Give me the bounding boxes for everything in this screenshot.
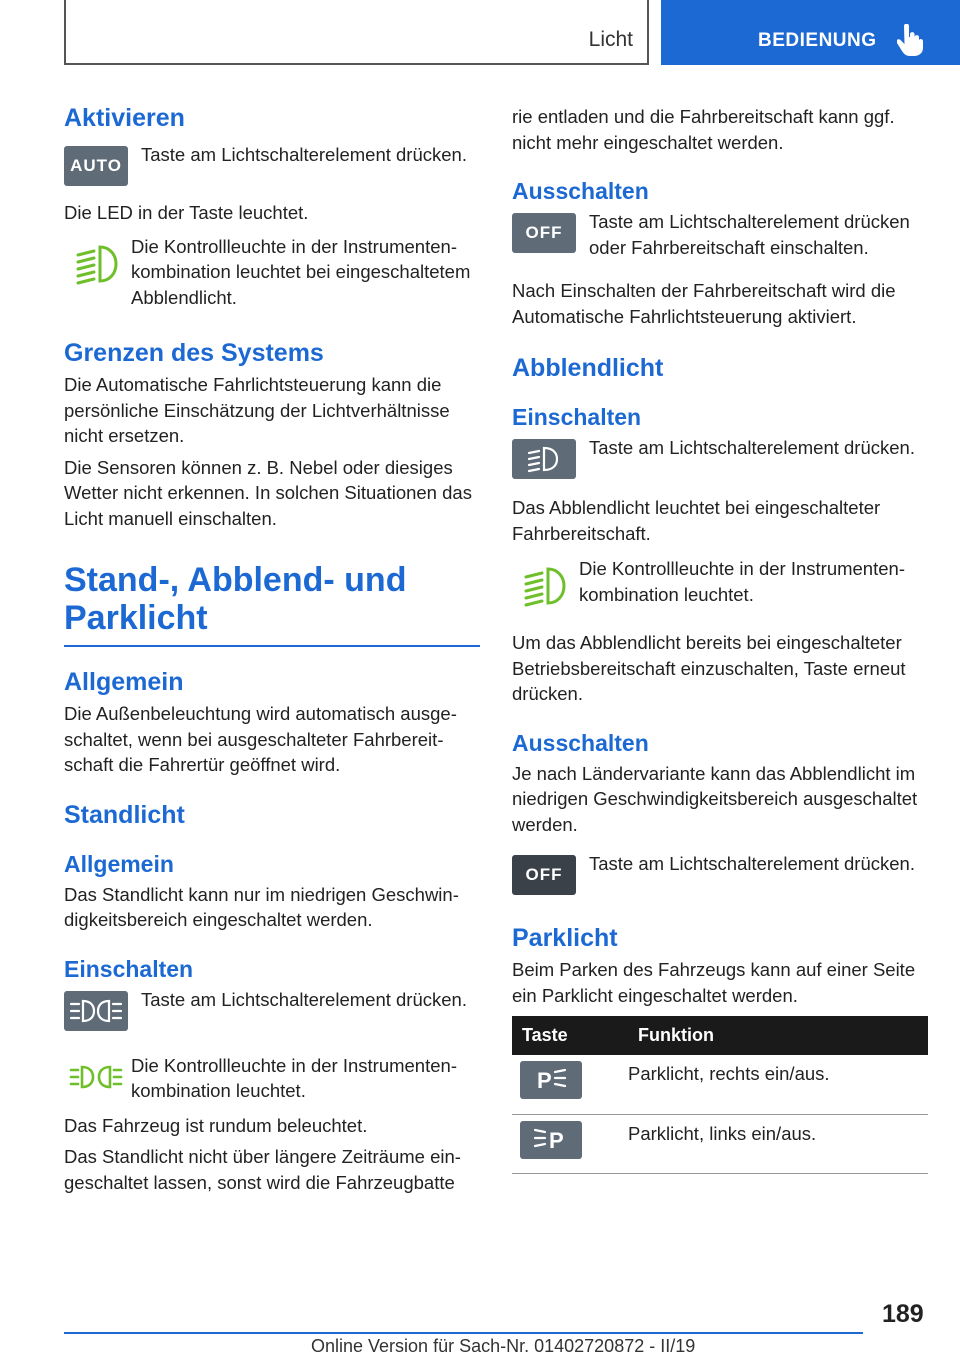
- indicator-row-standlicht: [64, 1047, 480, 1107]
- header-section-title: Licht: [588, 28, 633, 51]
- off-button-row-2: [512, 851, 928, 895]
- parklicht-text: Beim Parken des Fahrzeugs kann auf einer Seite ein Parklicht eingeschaltet werden.: [512, 959, 916, 1006]
- page-number: 189: [882, 1300, 924, 1328]
- off-button-text: Taste am Lichtschalterelement drücken oder Fahrbereitschaft einschalten.: [589, 211, 910, 258]
- footer-rule: [64, 1332, 863, 1334]
- ausschalten-text: Nach Einschalten der Fahrbereitschaft wird die Automatische Fahrlichtsteuerung aktiviert.: [512, 280, 896, 327]
- table-row: [512, 1114, 928, 1173]
- parking-light-right-icon: [520, 1061, 582, 1099]
- table-cell-text: Parklicht, rechts ein/aus.: [628, 1055, 928, 1114]
- indicator-row-abblendlicht: [512, 556, 928, 616]
- heading-ausschalten: Ausschalten: [512, 178, 649, 204]
- heading-abblendlicht-ausschalten: Ausschalten: [512, 729, 649, 756]
- led-text: Die LED in der Taste leuchtet.: [64, 202, 309, 223]
- side-light-button-text: Taste am Lichtschalterelement drücken.: [141, 988, 467, 1010]
- off-button-text-2: Taste am Lichtschalterelement drücken.: [589, 853, 915, 874]
- indicator-text-abblendlicht: Die Kontrollleuchte in der Instrumentenkombination leuchtet.: [579, 558, 905, 605]
- abblendlicht-text-2: Um das Abblendlicht bereits bei eingeschalteter Betriebsbereitschaft einzuschalten, Taste erneut drücken.: [512, 632, 906, 704]
- heading-standlicht-allgemein: Allgemein: [64, 850, 174, 877]
- continuation-text: rie entladen und die Fahrbereitschaft kann ggf. nicht mehr eingeschaltet werden.: [512, 106, 895, 153]
- standlicht-text-1: Das Fahrzeug ist rundum beleuchtet.: [64, 1114, 368, 1136]
- low-beam-button-icon: [512, 439, 576, 479]
- header-chapter-title: BEDIENUNG: [758, 30, 877, 51]
- footer-text: Online Version für Sach-Nr. 01402720872 - II/19: [311, 1336, 696, 1356]
- main-heading-rule: [64, 645, 480, 647]
- parklicht-table: [512, 1016, 928, 1174]
- indicator-row-auto: [64, 234, 480, 311]
- low-beam-indicator-icon: [64, 234, 128, 294]
- heading-abblendlicht: Abblendlicht: [512, 354, 664, 382]
- auto-button-text: Taste am Lichtschalterelement drücken.: [141, 144, 467, 165]
- table-header-row: [512, 1016, 928, 1055]
- heading-parklicht: Parklicht: [512, 924, 618, 952]
- table-cell-text: Parklicht, links ein/aus.: [628, 1114, 928, 1173]
- low-beam-indicator-icon: [512, 556, 576, 616]
- heading-aktivieren: Aktivieren: [64, 104, 185, 132]
- table-cell-icon: [512, 1114, 628, 1173]
- low-beam-button-text: Taste am Lichtschalterelement drücken.: [589, 437, 915, 458]
- table-row: [512, 1055, 928, 1114]
- svg-text:P: P: [537, 1068, 552, 1093]
- table-header-funktion: Funktion: [628, 1016, 928, 1055]
- main-heading: Stand-, Abblend- und Parklicht: [64, 561, 407, 637]
- side-light-indicator-icon: [64, 1047, 128, 1107]
- off-button-icon: OFF: [512, 213, 576, 253]
- indicator-text-auto: Die Kontrollleuchte in der Instrumentenkombination leuchtet bei eingeschaltetem Abblendlicht.: [131, 235, 471, 308]
- parking-button-row: [64, 987, 480, 1031]
- svg-text:P: P: [549, 1127, 564, 1153]
- left-column: [64, 100, 480, 1195]
- auto-button-icon: AUTO: [64, 146, 128, 186]
- heading-grenzen: Grenzen des Systems: [64, 339, 324, 367]
- grenzen-text-2: Die Sensoren können z. B. Nebel oder diesiges Wetter nicht erkennen. In solchen Situationen das Licht manuell einschalten.: [64, 456, 472, 529]
- header-chapter-box: [661, 0, 960, 65]
- right-column: [512, 100, 928, 1174]
- heading-standlicht-einschalten: Einschalten: [64, 955, 194, 982]
- parking-light-left-icon: [520, 1121, 582, 1159]
- abblendlicht-text-3: Je nach Ländervariante kann das Abblendlicht im niedrigen Geschwindigkeitsbereich ausgeschaltet werden.: [512, 762, 918, 835]
- standlicht-text-2: Das Standlicht nicht über längere Zeiträume eingeschaltet lassen, sonst wird die Fahrzeugbatte: [64, 1146, 461, 1193]
- table-cell-icon: [512, 1055, 628, 1114]
- auto-button-row: [64, 142, 480, 186]
- side-light-button-icon: [64, 991, 128, 1031]
- table-header-taste: Taste: [512, 1016, 628, 1055]
- heading-standlicht: Standlicht: [64, 800, 185, 829]
- heading-abblendlicht-einschalten: Einschalten: [512, 404, 642, 430]
- grenzen-text-1: Die Automatische Fahrlichtsteuerung kann die persönliche Einschätzung der Lichtverhältnisse nicht ersetzen.: [64, 374, 450, 446]
- off-button-icon-2: OFF: [512, 855, 576, 895]
- hand-pointer-icon: [897, 24, 923, 56]
- allgemein-text: Die Außenbeleuchtung wird automatisch ausgeschaltet, wenn bei ausgeschalteter Fahrbereitschaft die Fahrertür geöffnet wird.: [64, 703, 457, 775]
- indicator-text-standlicht: Die Kontrollleuchte in der Instrumentenkombination leuchtet.: [131, 1054, 457, 1101]
- heading-allgemein: Allgemein: [64, 668, 184, 696]
- header-section-box: [64, 0, 649, 65]
- low-beam-button-row: [512, 435, 928, 479]
- off-button-row: [512, 209, 928, 260]
- standlicht-allgemein-text: Das Standlicht kann nur im niedrigen Geschwindigkeitsbereich eingeschaltet werden.: [64, 883, 459, 930]
- abblendlicht-text-1: Das Abblendlicht leuchtet bei eingeschalteter Fahrbereitschaft.: [512, 497, 881, 544]
